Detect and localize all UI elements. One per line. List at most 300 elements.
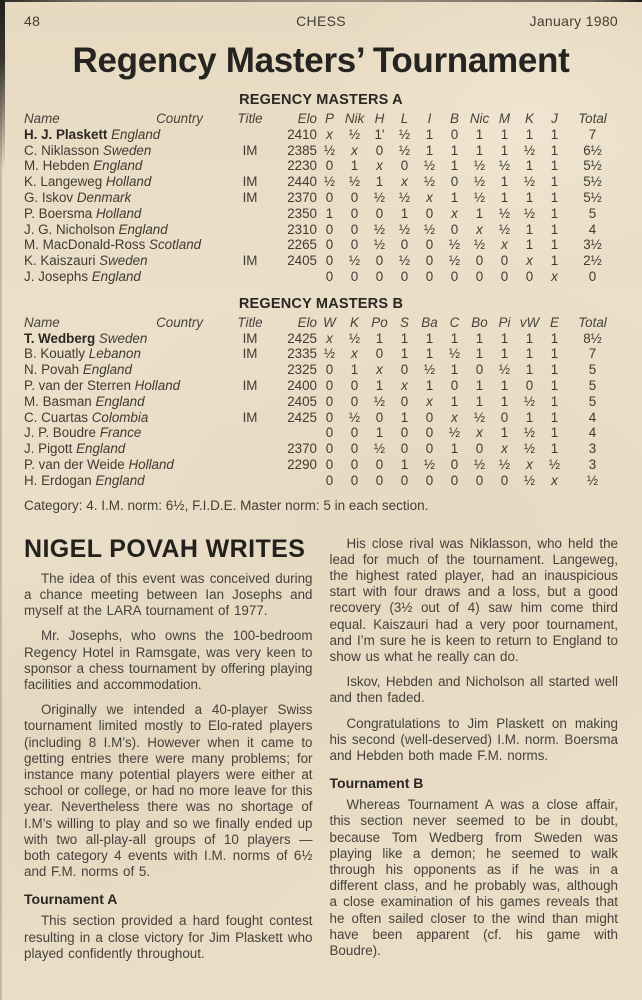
player-elo: 2400 [287, 377, 317, 393]
player-name-cell [24, 206, 229, 222]
game-result: 1 [525, 189, 534, 205]
game-result: 0 [325, 189, 334, 205]
player-total: 8½ [583, 330, 602, 346]
page-header [24, 0, 618, 29]
table-row [24, 331, 618, 347]
section-title-a: REGENCY MASTERS A [239, 92, 403, 108]
col-header-name [24, 315, 229, 331]
col-header-opponent: S [400, 314, 409, 330]
col-header-name [24, 111, 229, 127]
player-title [229, 473, 271, 489]
page-title: Regency Masters’ Tournament [72, 41, 570, 80]
player-name-cell [24, 473, 229, 489]
player-title: IM [242, 377, 258, 393]
player-country: Scotland [145, 237, 202, 253]
page-number: 48 [24, 13, 41, 29]
player-country: Sweden [95, 253, 148, 269]
game-result: 0 [325, 362, 334, 378]
game-result: x [401, 377, 408, 393]
col-header-opponent: H [374, 111, 385, 126]
game-result: 1 [375, 377, 384, 393]
game-result: 1 [450, 330, 459, 346]
game-result: ½ [448, 346, 461, 362]
player-name: P. van der Sterren [24, 377, 131, 393]
game-result: 1 [525, 126, 534, 142]
player-title: IM [242, 253, 258, 269]
player-country: Denmark [73, 189, 132, 205]
paragraph: Mr. Josephs, who owns the 100-bedroom Regency Hotel in Ramsgate, was very keen to sponsor a chess tournament by offering playing facilities and accommodation. [24, 628, 313, 692]
player-title [229, 269, 271, 285]
col-header-opponent: L [400, 111, 409, 126]
game-result: 0 [450, 174, 459, 190]
game-result: 0 [375, 268, 384, 284]
game-result: 1 [500, 393, 509, 409]
col-header-opponent: vW [519, 314, 540, 330]
game-result: ½ [523, 174, 536, 190]
game-result: 0 [450, 268, 459, 284]
game-result: 0 [525, 377, 534, 393]
player-name: C. Cuartas [24, 409, 88, 425]
player-name-cell [24, 331, 229, 347]
game-result: 1 [500, 377, 509, 393]
game-result: ½ [398, 253, 411, 269]
paragraph: Whereas Tournament A was a close affair, this section never seemed to be in doubt, because Tom Wedberg from Sweden was playing like a demon; he seemed to walk through his opponents as if he was in a different class, and he probably was, although a close examination of his games reveals that he often sailed closer to the wind than might have been apparent (cf. his game with Boudre). [329, 797, 618, 958]
game-result: x [326, 330, 333, 346]
game-result: 1 [375, 425, 384, 441]
game-result: 0 [425, 425, 434, 441]
player-total: 6½ [583, 142, 602, 158]
player-name: C. Niklasson [24, 142, 100, 158]
paragraph: The idea of this event was conceived during a chance meeting between Ian Josephs and myself at the LARA tournament of 1977. [24, 570, 313, 619]
game-result: ½ [373, 221, 386, 237]
col-header-title: Title [237, 111, 263, 126]
game-result: 1 [525, 237, 534, 253]
player-name-cell [24, 394, 229, 410]
player-country: England [114, 221, 168, 237]
game-result: ½ [323, 174, 336, 190]
game-result: 1 [500, 142, 509, 158]
col-header-opponent: P [325, 111, 334, 126]
player-title [229, 394, 271, 410]
col-header-opponent: Pi [498, 314, 511, 330]
game-result: ½ [498, 221, 511, 237]
game-result: 1 [400, 205, 409, 221]
section-title-b: REGENCY MASTERS B [238, 295, 404, 312]
game-result: 1 [450, 189, 459, 205]
player-total: 2½ [583, 253, 602, 269]
game-result: 1 [375, 330, 384, 346]
game-result: 0 [350, 377, 359, 393]
player-country: Colombia [88, 409, 149, 425]
game-result: ½ [373, 237, 386, 253]
game-result: ½ [523, 393, 536, 409]
player-title: IM [242, 142, 258, 158]
game-result: ½ [523, 441, 536, 457]
game-result: 0 [400, 425, 409, 441]
game-result: 1 [500, 330, 509, 346]
player-total: 5½ [583, 189, 602, 205]
player-total: 7 [588, 346, 597, 362]
game-result: x [426, 189, 433, 205]
player-total: 3 [588, 441, 597, 457]
player-elo: 2370 [287, 189, 317, 205]
game-result: ½ [448, 253, 461, 269]
player-elo: 2230 [287, 158, 317, 174]
table-row [24, 378, 618, 394]
game-result: 1 [450, 393, 459, 409]
game-result: ½ [448, 237, 461, 253]
game-result: 0 [350, 456, 359, 472]
game-result: 1 [525, 362, 534, 378]
game-result: 1 [550, 409, 559, 425]
game-result: 0 [450, 377, 459, 393]
game-result: 1' [374, 126, 385, 142]
player-title [229, 441, 271, 457]
game-result: 1 [475, 126, 484, 142]
game-result: ½ [423, 174, 436, 190]
player-elo: 2325 [287, 362, 317, 378]
game-result: 1 [475, 330, 484, 346]
game-result: 0 [400, 362, 409, 378]
game-result: 1 [400, 409, 409, 425]
table-row [24, 174, 618, 190]
game-result: 1 [550, 425, 559, 441]
col-header-total: Total [578, 314, 607, 330]
game-result: 0 [375, 253, 384, 269]
game-result: 0 [475, 472, 484, 488]
col-header-opponent: J [551, 111, 558, 126]
player-name-cell [24, 253, 229, 269]
table-header-row [24, 111, 618, 127]
col-header-opponent: K [525, 111, 534, 126]
game-result: x [376, 362, 383, 378]
player-country: Sweden [99, 142, 152, 158]
game-result: 1 [400, 346, 409, 362]
game-result: 1 [550, 330, 559, 346]
game-result: ½ [423, 362, 436, 378]
game-result: 1 [400, 456, 409, 472]
game-result: 0 [350, 472, 359, 488]
game-result: x [401, 174, 408, 190]
game-result: 1 [475, 142, 484, 158]
game-result: 0 [500, 268, 509, 284]
game-result: x [351, 142, 358, 158]
game-result: 1 [425, 330, 434, 346]
player-name: M. Basman [24, 393, 92, 409]
game-result: 0 [350, 237, 359, 253]
game-result: 1 [550, 362, 559, 378]
game-result: x [526, 456, 533, 472]
paragraph: Congratulations to Jim Plaskett on making his second (well-deserved) I.M. norm. Boersma and Hebden both made F.M. norms. [329, 715, 618, 763]
player-total: 5 [588, 377, 597, 393]
player-total: 7 [588, 126, 597, 142]
col-header-opponent: E [550, 314, 559, 330]
player-elo: 2290 [287, 456, 317, 472]
game-result: 0 [350, 425, 359, 441]
player-country: Holland [130, 377, 181, 393]
game-result: 1 [450, 158, 459, 174]
player-elo [271, 473, 317, 489]
table-row [24, 190, 618, 206]
paragraph: His close rival was Niklasson, who held the lead for much of the tournament. Langeweg, the highest rated player, had an inauspicious start with four draws and a loss, but a good recovery (3½ out of 4) saw him come third equal. Kaiszauri had a very poor tournament, and I’m sure he is keen to return to England to show us what he really can do. [329, 535, 618, 664]
game-result: 0 [475, 253, 484, 269]
player-country: England [89, 158, 143, 174]
game-result: ½ [498, 158, 511, 174]
game-result: x [451, 205, 458, 221]
player-title [229, 222, 271, 238]
article-heading: NIGEL POVAH WRITES [24, 534, 306, 563]
article-right-column [330, 536, 619, 969]
game-result: 0 [500, 253, 509, 269]
tournament-table-b [24, 315, 618, 489]
game-result: 0 [400, 268, 409, 284]
col-header-elo: Elo [297, 314, 317, 330]
player-name: J. G. Nicholson [24, 221, 115, 237]
game-result: 1 [500, 346, 509, 362]
article-left-body [24, 571, 313, 962]
game-result: ½ [398, 189, 411, 205]
game-result: 0 [350, 441, 359, 457]
player-country: Holland [124, 456, 174, 472]
game-result: 1 [550, 393, 559, 409]
player-elo: 2425 [287, 409, 317, 425]
game-result: x [551, 268, 558, 284]
game-result: ½ [473, 174, 486, 190]
player-country: England [91, 393, 145, 409]
category-note: Category: 4. I.M. norm: 6½, F.I.D.E. Master norm: 5 in each section. [24, 497, 429, 513]
player-country: Holland [92, 205, 142, 221]
game-result: x [376, 158, 383, 174]
player-name: J. Josephs [24, 268, 89, 284]
game-result: ½ [373, 393, 386, 409]
col-header-name-label: Name [24, 111, 60, 126]
player-country: England [88, 268, 141, 284]
game-result: 0 [400, 441, 409, 457]
game-result: 0 [450, 456, 459, 472]
table-row [24, 158, 618, 174]
player-name: K. Kaiszauri [24, 253, 96, 269]
game-result: 0 [350, 393, 359, 409]
player-title: IM [242, 330, 258, 346]
game-result: 1 [475, 377, 484, 393]
col-header-opponent: Nik [344, 111, 365, 126]
player-elo: 2370 [287, 441, 317, 457]
player-title: IM [242, 189, 258, 205]
col-header-opponent: I [427, 111, 432, 126]
col-header-opponent: B [450, 111, 459, 126]
game-result: 1 [550, 174, 559, 190]
game-result: 1 [350, 158, 359, 174]
game-result: 1 [425, 142, 434, 158]
col-header-opponent: C [449, 314, 460, 330]
subheading: Tournament B [329, 775, 424, 792]
game-result: ½ [398, 142, 411, 158]
player-name-cell [24, 143, 229, 159]
game-result: 0 [400, 237, 409, 253]
game-result: 1 [550, 441, 559, 457]
player-elo: 2310 [287, 221, 317, 237]
player-country: France [95, 425, 142, 441]
game-result: 0 [325, 441, 334, 457]
game-result: ½ [373, 189, 386, 205]
col-header-opponent: Po [371, 314, 388, 330]
col-header-opponent: Nic [469, 111, 490, 126]
game-result: x [426, 393, 433, 409]
player-total: 5 [588, 205, 597, 221]
player-name: M. Hebden [24, 158, 90, 174]
game-result: ½ [473, 237, 486, 253]
game-result: x [476, 425, 483, 441]
game-result: 1 [525, 409, 534, 425]
game-result: 0 [525, 268, 534, 284]
player-name-cell [24, 127, 229, 143]
game-result: 1 [550, 142, 559, 158]
table-row [24, 441, 618, 457]
game-result: 1 [525, 330, 534, 346]
game-result: ½ [398, 221, 411, 237]
game-result: ½ [348, 253, 361, 269]
player-total: 4 [588, 221, 597, 237]
game-result: 1 [525, 158, 534, 174]
table-row [24, 237, 618, 253]
game-result: 1 [425, 377, 434, 393]
game-result: ½ [348, 330, 361, 346]
player-title [229, 425, 271, 441]
tournament-table-a [24, 111, 618, 285]
table-row [24, 394, 618, 410]
game-result: 1 [550, 221, 559, 237]
game-result: 1 [500, 174, 509, 190]
player-country: England [91, 472, 145, 488]
player-name-cell [24, 457, 229, 473]
player-total: 5½ [583, 174, 602, 190]
game-result: 1 [550, 205, 559, 221]
player-elo: 2265 [287, 237, 317, 253]
player-elo: 2405 [287, 253, 317, 269]
game-result: 1 [425, 126, 434, 142]
game-result: x [451, 409, 458, 425]
game-result: 1 [500, 189, 509, 205]
col-header-country-label: Country [156, 314, 203, 330]
game-result: 0 [450, 126, 459, 142]
game-result: 1 [450, 362, 459, 378]
game-result: 1 [550, 346, 559, 362]
col-header-elo: Elo [297, 111, 317, 126]
table-row [24, 253, 618, 269]
player-title: IM [242, 346, 258, 362]
player-name-cell [24, 158, 229, 174]
player-title [229, 206, 271, 222]
table-header-row [24, 315, 618, 331]
player-total: 4 [588, 425, 597, 441]
game-result: 0 [325, 472, 334, 488]
game-result: ½ [423, 456, 436, 472]
player-name: M. MacDonald-Ross [24, 237, 146, 253]
player-country: England [72, 441, 126, 457]
game-result: 0 [325, 237, 334, 253]
game-result: ½ [373, 441, 386, 457]
player-elo: 2425 [287, 330, 317, 346]
game-result: 1 [550, 158, 559, 174]
game-result: 0 [375, 346, 384, 362]
game-result: 1 [450, 142, 459, 158]
game-result: 1 [525, 346, 534, 362]
game-result: 1 [475, 393, 484, 409]
table-row [24, 206, 618, 222]
game-result: x [551, 472, 558, 488]
game-result: 0 [425, 472, 434, 488]
col-header-opponent: Bo [471, 314, 488, 330]
game-result: 0 [325, 456, 334, 472]
game-result: 0 [375, 205, 384, 221]
table-row [24, 410, 618, 426]
game-result: 0 [475, 441, 484, 457]
player-total: ½ [586, 472, 599, 488]
game-result: 0 [325, 268, 334, 284]
game-result: 0 [325, 377, 334, 393]
player-name: K. Langeweg [24, 174, 103, 190]
player-name: H. J. Plaskett [24, 126, 108, 142]
game-result: x [476, 221, 483, 237]
game-result: x [501, 237, 508, 253]
game-result: ½ [523, 425, 536, 441]
player-total: 4 [588, 409, 597, 425]
player-name: N. Povah [24, 362, 80, 378]
player-name-cell [24, 237, 229, 253]
player-title: IM [242, 174, 258, 190]
game-result: 0 [425, 441, 434, 457]
game-result: ½ [498, 362, 511, 378]
game-result: 0 [350, 205, 359, 221]
game-result: 1 [550, 126, 559, 142]
game-result: 1 [375, 174, 384, 190]
game-result: 0 [400, 393, 409, 409]
game-result: ½ [523, 142, 536, 158]
player-elo [271, 425, 317, 441]
player-elo: 2405 [287, 393, 317, 409]
game-result: 0 [350, 189, 359, 205]
game-result: 0 [375, 456, 384, 472]
game-result: 0 [325, 425, 334, 441]
player-name-cell [24, 174, 229, 190]
game-result: x [326, 126, 333, 142]
player-name: T. Wedberg [24, 330, 96, 346]
player-total: 3½ [583, 237, 602, 253]
game-result: 0 [500, 409, 509, 425]
player-elo: 2440 [287, 174, 317, 190]
subheading: Tournament A [24, 891, 118, 908]
game-result: x [501, 441, 508, 457]
magazine-title: CHESS [296, 13, 346, 29]
col-header-opponent: W [323, 314, 336, 330]
player-country: Lebanon [85, 346, 141, 362]
col-header-country-label: Country [156, 111, 203, 126]
game-result: 0 [475, 268, 484, 284]
game-result: 1 [550, 377, 559, 393]
game-result: 0 [450, 221, 459, 237]
player-name-cell [24, 269, 229, 285]
col-header-opponent: K [350, 314, 359, 330]
game-result: 0 [325, 221, 334, 237]
table-row [24, 457, 618, 473]
player-elo: 2335 [287, 346, 317, 362]
game-result: 0 [425, 268, 434, 284]
player-country: England [107, 126, 161, 142]
game-result: 0 [425, 205, 434, 221]
game-result: 1 [525, 221, 534, 237]
game-result: 0 [425, 409, 434, 425]
player-name: B. Kouatly [24, 346, 86, 362]
